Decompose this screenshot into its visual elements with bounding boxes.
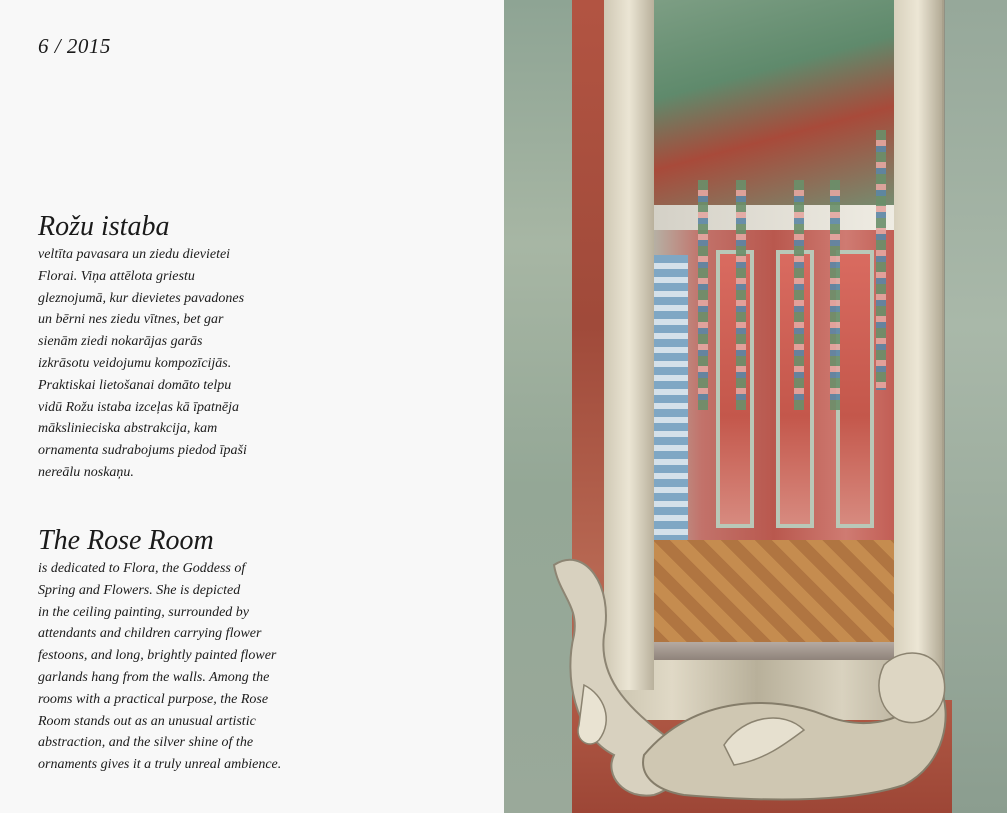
english-line: abstraction, and the silver shine of the <box>38 735 254 751</box>
latvian-line: sienām ziedi nokarājas garās <box>38 334 203 350</box>
rococo-ornament <box>544 545 964 805</box>
ornament-right-scroll <box>879 653 945 723</box>
latvian-line: nereālu noskaņu. <box>38 464 134 480</box>
flower-garland <box>876 130 886 390</box>
english-line: ornaments gives it a truly unreal ambience. <box>38 757 282 773</box>
latvian-line: veltīta pavasara un ziedu dievietei <box>38 247 231 262</box>
english-section <box>38 524 338 776</box>
latvian-line: un bērni nes ziedu vītnes, bet gar <box>38 312 224 328</box>
latvian-line: gleznojumā, kur dievietes pavadones <box>38 290 245 306</box>
latvian-line: vidū Rožu istaba izceļas kā īpatnēja <box>38 399 240 415</box>
wall-panel <box>836 250 874 528</box>
issue-number: 6 / 2015 <box>38 34 111 58</box>
english-line: Room stands out as an unusual artistic <box>38 713 256 729</box>
latvian-line: Praktiskai lietošanai domāto telpu <box>38 377 232 393</box>
flower-garland <box>794 180 804 410</box>
latvian-title: Rožu istaba <box>38 211 170 242</box>
latvian-line: ornamenta sudrabojums piedod īpaši <box>38 443 247 459</box>
flower-garland <box>698 180 708 410</box>
painted-ceiling <box>654 0 894 220</box>
wall-panel <box>716 250 754 528</box>
latvian-line: Florai. Viņa attēlota griestu <box>38 268 195 284</box>
english-title: The Rose Room <box>38 525 214 556</box>
english-line: festoons, and long, brightly painted flower <box>38 648 277 664</box>
rose-room-photo <box>504 0 1007 813</box>
flower-garland <box>736 180 746 410</box>
latvian-body <box>38 244 338 484</box>
latvian-section <box>38 210 338 484</box>
tiled-stove <box>654 255 688 540</box>
english-line: is dedicated to Flora, the Goddess of <box>38 561 246 576</box>
flower-garland <box>830 180 840 410</box>
english-line: rooms with a practical purpose, the Rose <box>38 691 269 707</box>
english-line: in the ceiling painting, surrounded by <box>38 604 250 620</box>
english-body <box>38 558 338 776</box>
latvian-line: izkrāsotu veidojumu kompozīcijās. <box>38 355 232 371</box>
english-line: garlands hang from the walls. Among the <box>38 669 270 685</box>
english-line: attendants and children carrying flower <box>38 626 262 642</box>
latvian-line: mākslinieciska abstrakcija, kam <box>38 421 218 437</box>
english-line: Spring and Flowers. She is depicted <box>38 582 241 598</box>
